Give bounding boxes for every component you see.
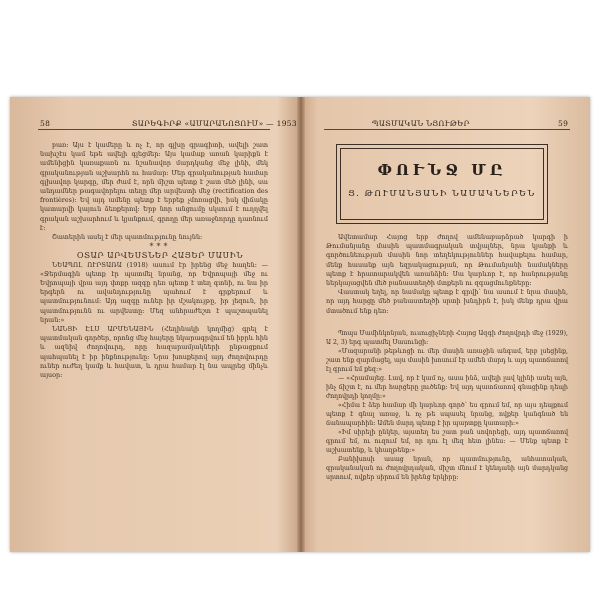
left-page-number: 58 xyxy=(40,119,51,128)
right-note-paragraph-2: «Մազարանի թեթևոցի ու մեր մասին առաջին անգամ, երբ լսեցինք, շատ ենք զարմացել, այս մասին խոսում էր ամեն մարդ և այդ պատճառով էլ գրում եմ քեզ։» xyxy=(326,348,568,373)
left-header-rule xyxy=(38,129,270,130)
left-page xyxy=(10,97,300,552)
left-section-paragraph-2: ՆԱՆՑԻ ԷԼՍ ԱՐՄԵՆԱՅԻՆ (Հեղինակի կողմից) գրել է պատմական գործեր, որոնց մեջ հայերը նկարագրվում են իբրև հին և ազնիվ ժողովուրդ, որը հազարամյակների ընթացքում պահպանել է իր ինքնությունը։ Նրա խոսքերով այդ ժողովուրդը ուներ ուժեղ կամք և հավատ, և դրա համար էլ նա ապրեց մինչև այսօր։ xyxy=(40,325,268,380)
article-title: ՓՈՒՆՋ ՄԸ xyxy=(377,161,507,179)
right-intro-paragraph-1: Ավետամար Հայոց երբ ժողով ամենաբարձրած կարգի ի Թումանյանը մասին պատմագրական տվյալներ, նրա կյանքի և գործունեության մասին նոր տեղեկություններ հավաքելու համար, մենք հասանք այն եզրակացության, որ Թումանյանի նամակները պետք է հրատարակվեն առանձին։ Սա կարևոր է, որ հանրությանը ներկայացվեն մեծ բանաստեղծի մտքերն ու զգացմունքները։ xyxy=(326,233,568,288)
left-paragraph-2: Շատերին ասել է մեր պատմությունը նույնն։ xyxy=(52,233,203,242)
right-header-rule xyxy=(324,129,570,130)
right-running-title: ՊԱՏՄԱԿԱՆ ՆՅՈՒԹԵՐ xyxy=(372,119,470,128)
left-section-paragraph-1: ՆԵԱՊՈԼ ՈՒՐՏԱՌԱ (1918) ասում էր իրենց մեջ հաղեն։ — «Ջերմագին պետք էր պատմել նրանց, որ Եվրոպայի մեջ ու Եվրոպայի վրա այդ փոքր ազգը դեռ պետք է տեղ գտնի, ու նա իր երգերն ու ավանդությունը պահում է գրքերում և պատմությունում։ Այդ ազգը ուներ իր մշակույթը, իր լեզուն, իր պատմությունն ու արվեստը։ Մեզ անհրաժեշտ է պաշտպանել նրան։» xyxy=(40,260,268,324)
right-note-paragraph-4: «Հիմա է ձեր համար մի կարևոր գործ՝ ես գրում եմ, որ այս դեպքում պետք է գնալ առաջ, և ոչ թե սպասել նրանց, ովքեր կանգնած են ճանապարհին։ Ամեն մարդ պետք է իր պարտքը կատարի։» xyxy=(326,402,568,427)
right-page-number: 59 xyxy=(558,119,569,128)
article-subtitle: Ց. ԹՈՒՄԱՆՅԱՆԻ ՆԱՄԱԿՆԵՐԵՆ xyxy=(348,189,536,199)
right-letters-text xyxy=(326,329,568,482)
left-running-title: ՏԱՐԵԳԻՐՔ «ԱՄԱՐԱՆՈՑՈՒՄ» — 1953 xyxy=(132,119,297,128)
section-divider-stars: *** xyxy=(149,242,171,252)
left-paragraph-1: բառ։ Այս է կամերը և ոչ է, որ գլխը գրագիտի, ավելի շատ նախշէս կամ եթե ավելի գլեցմեր։ Այս կամաք առան կարիքն է ամենիցին կառաքառն ու նշանավոր մարդկանց մեջ լինի, մեկ գրականության աշխարհն ու համար։ Մեր գրականության համար գլխավոր կարգը, մեր ժամ է, որն միշտ պետք է շատ մեծ լինի, սա անդամներ թագավորելու տեղը մեր արվեստի մեջ (rectification des frontières)։ Եվ այդ ամենը պետք է երբեք չմոռացվի, իսկ վիճակը կատարվի կայուն ձեռքերով։ Երբ նոր անցումը սկսում է ուղղվել գրական աշխարհում և կյանքում, գրողը մեր առաջնորդը դառնում է։ xyxy=(40,141,268,232)
left-section-heading: ՕՏԱՐ ԱՐՎԵՍՏՆԵՐ ՀԱՅԵՐ ՄԱՍԻՆ xyxy=(76,251,244,261)
book-spread xyxy=(10,97,590,552)
right-intro-paragraph-2: Վաստակ եղել, որ նամակը պետք է գրվի՝ նա ասում է նրա մասին, որ այդ հարցը մեծ բանաստեղծի սրտի խնդիրն է, իսկ մենք դրա վրա մտածում ենք դեռ։ xyxy=(326,288,568,315)
right-note-paragraph-5: «Իմ սիրելի ընկեր, այստեղ ես շատ բան սովորեցի, այդ պատճառով գրում եմ, ու ուզում եմ, որ դու էլ մեզ հետ լինես։ — Մենք պետք է աշխատենք, և կհաղթենք։» xyxy=(326,429,568,454)
right-note-paragraph-3: — «Հրամայեց. Լավ, որ է կամ ոչ, ասա ինձ, ավելի լավ կլինի ասել այն, ինչ ճիշտ է, ու մեր հարցերը լուծենք։ Եվ այդ պատճառով գնացինք դեպի ժողովրդի կողմը։» xyxy=(326,375,568,400)
right-note-paragraph-6: Բանիխոսի ասաց նրան, որ պատմությունը, անհատական, գրականական ու ժողովրդական, միշտ մնում է կենդանի այն մարդկանց սրտում, ովքեր սիրում են իրենց երկիրը։ xyxy=(326,456,568,481)
right-intro-text xyxy=(326,233,568,316)
title-frame xyxy=(336,144,548,224)
right-page xyxy=(302,97,590,552)
title-frame-inner xyxy=(340,148,544,220)
left-body-text xyxy=(40,141,268,380)
right-note-paragraph-1: Պոպս Մամինկոնյան, ուսուցիչների Հայոց Ազգի ժողովրդի մեջ (1929), Ա 2, 3) երգ պատմել Սասունցի։ xyxy=(326,330,568,346)
